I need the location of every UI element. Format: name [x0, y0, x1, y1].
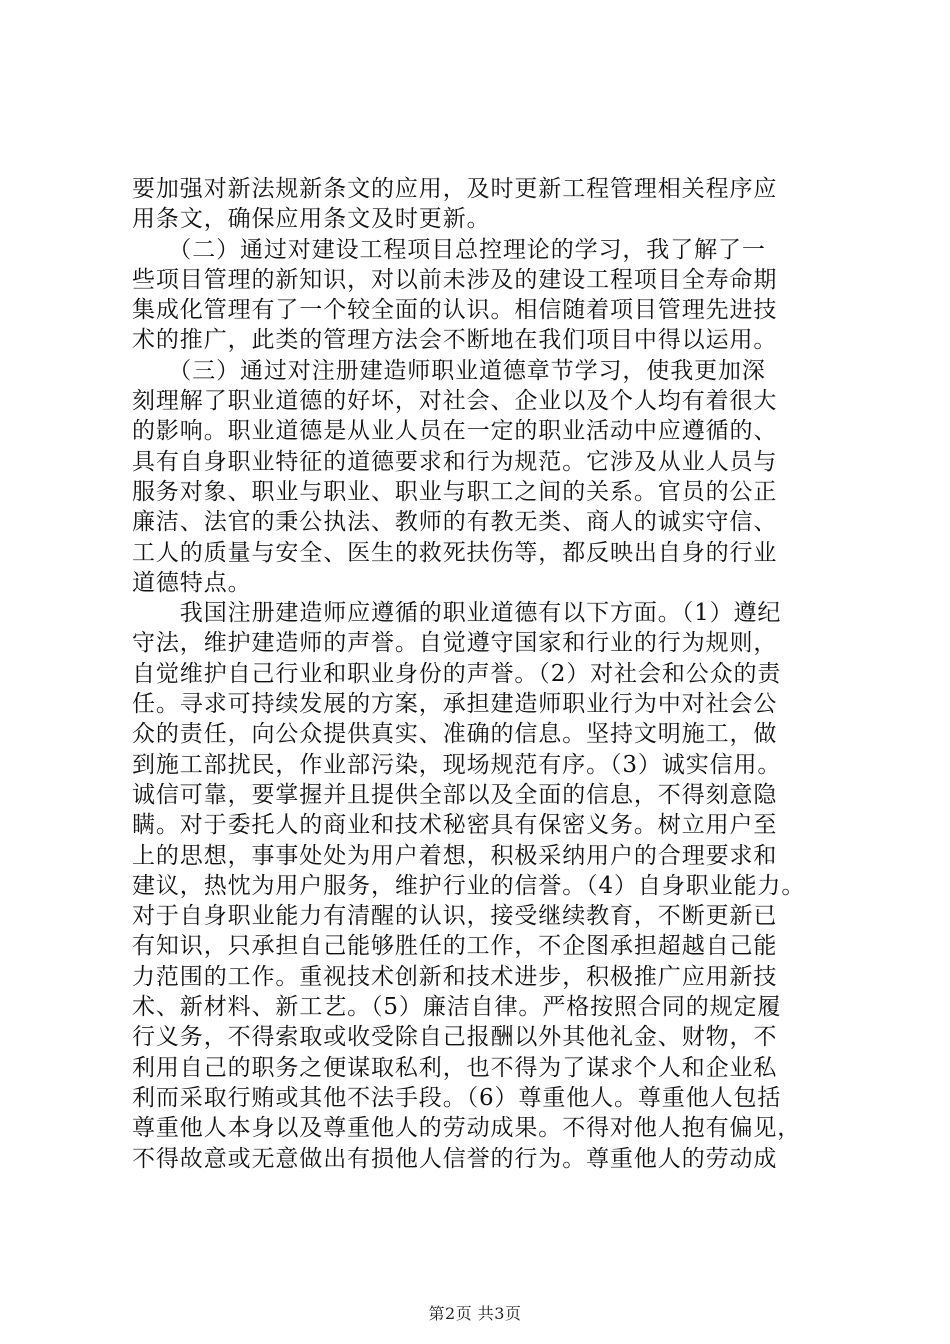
text-line: 我国注册建造师应遵循的职业道德有以下方面。（1）遵纪 — [132, 600, 782, 627]
text-line: 上的思想，事事处处为用户着想，积极采纳用户的合理要求和 — [132, 842, 778, 869]
text-line: 术、新材料、新工艺。（5）廉洁自律。严格按照合同的规定履 — [132, 994, 782, 1021]
text-line: 守法，维护建造师的声誉。自觉遵守国家和行业的行为规则， — [132, 630, 778, 657]
text-line: 利用自己的职务之便谋取私利，也不得为了谋求个人和企业私 — [132, 1054, 778, 1081]
text-line: 对于自身职业能力有清醒的认识，接受继续教育，不断更新已 — [132, 903, 778, 930]
page-footer: 第2页 共3页 — [428, 1304, 522, 1323]
body-text — [132, 174, 832, 1174]
text-line: 到施工部扰民，作业部污染，现场规范有序。（3）诚实信用。 — [132, 751, 782, 778]
text-line: 有知识，只承担自己能够胜任的工作，不企图承担超越自己能 — [132, 933, 778, 960]
text-line: 诚信可靠，要掌握并且提供全部以及全面的信息，不得刻意隐 — [132, 781, 778, 808]
text-line: 刻理解了职业道德的好坏，对社会、企业以及个人均有着很大 — [132, 388, 778, 415]
text-line: 服务对象、职业与职业、职业与职工之间的关系。官员的公正 — [132, 478, 778, 505]
text-line: 不得故意或无意做出有损他人信誉的行为。尊重他人的劳动成 — [132, 1145, 778, 1172]
text-line: 力范围的工作。重视技术创新和技术进步，积极推广应用新技 — [132, 963, 778, 990]
text-line: 术的推广，此类的管理方法会不断地在我们项目中得以运用。 — [132, 327, 778, 354]
text-line: 廉洁、法官的秉公执法、教师的有教无类、商人的诚实守信、 — [132, 509, 778, 536]
text-line: 自觉维护自己行业和职业身份的声誉。（2）对社会和公众的责 — [132, 660, 782, 687]
text-line: （三）通过对注册建造师职业道德章节学习，使我更加深 — [132, 357, 766, 384]
text-line: 任。寻求可持续发展的方案，承担建造师职业行为中对社会公 — [132, 691, 778, 718]
text-line: 具有自身职业特征的道德要求和行为规范。它涉及从业人员与 — [132, 448, 778, 475]
text-line: 要加强对新法规新条文的应用，及时更新工程管理相关程序应 — [132, 176, 778, 202]
text-line: 工人的质量与安全、医生的救死扶伤等，都反映出自身的行业 — [132, 539, 778, 566]
text-line: 的影响。职业道德是从业人员在一定的职业活动中应遵循的、 — [132, 418, 778, 445]
text-line: 行义务，不得索取或收受除自己报酬以外其他礼金、财物，不 — [132, 1024, 778, 1051]
text-line: 建议，热忱为用户服务，维护行业的信誉。（4）自身职业能力。 — [132, 872, 806, 899]
text-line: 集成化管理有了一个较全面的认识。相信随着项目管理先进技 — [132, 297, 778, 324]
text-line: （二）通过对建设工程项目总控理论的学习，我了解了一 — [132, 236, 766, 263]
text-line: 瞒。对于委托人的商业和技术秘密具有保密义务。树立用户至 — [132, 812, 778, 839]
text-line: 用条文，确保应用条文及时更新。 — [132, 206, 491, 233]
text-line: 众的责任，向公众提供真实、准确的信息。坚持文明施工，做 — [132, 721, 778, 748]
text-line: 些项目管理的新知识，对以前未涉及的建设工程项目全寿命期 — [132, 266, 778, 293]
text-line: 尊重他人本身以及尊重他人的劳动成果。不得对他人抱有偏见， — [132, 1115, 802, 1142]
text-line: 道德特点。 — [132, 569, 252, 596]
text-line: 利而采取行贿或其他不法手段。（6）尊重他人。尊重他人包括 — [132, 1084, 782, 1111]
